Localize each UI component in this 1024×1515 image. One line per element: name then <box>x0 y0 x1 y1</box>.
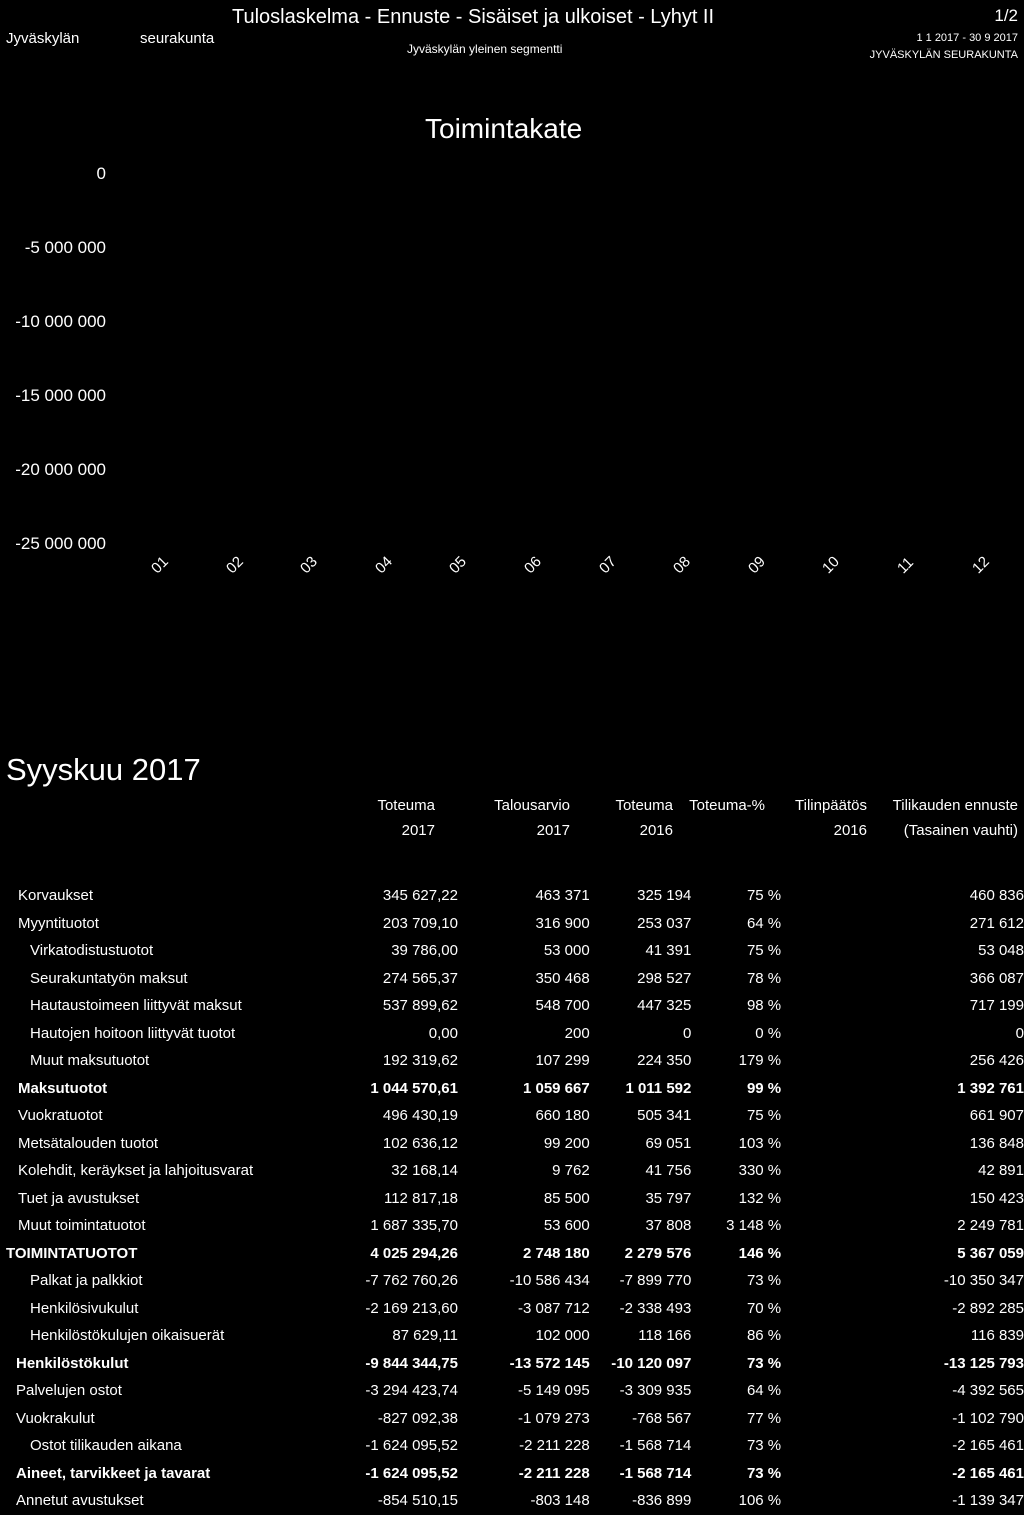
row-label: Seurakuntatyön maksut <box>30 969 188 987</box>
table-row <box>0 1240 1024 1268</box>
column-header-line1: Tilikauden ennuste <box>892 797 1018 814</box>
table-row <box>0 1350 1024 1378</box>
row-value: 64 % <box>746 914 782 932</box>
row-value: 99 200 <box>543 1134 590 1152</box>
x-tick-label: 09 <box>744 553 769 578</box>
row-label: Palvelujen ostot <box>16 1382 122 1400</box>
row-value: 224 350 <box>637 1052 692 1070</box>
org-name-left: Jyväskylän <box>6 30 80 47</box>
row-label: Maksutuotot <box>18 1079 108 1097</box>
y-tick-label: -10 000 000 <box>15 312 106 331</box>
row-value: 106 % <box>738 1492 782 1510</box>
row-value: 298 527 <box>637 969 692 987</box>
row-value-ennuste: -2 165 461 <box>952 1464 1024 1482</box>
row-value: -7 899 770 <box>619 1272 692 1290</box>
table-row <box>0 1185 1024 1213</box>
row-value: 70 % <box>746 1299 782 1317</box>
column-header-toteuma-2017 <box>300 793 435 843</box>
row-value: 253 037 <box>637 914 692 932</box>
row-value: 4 025 294,26 <box>370 1244 458 1262</box>
y-tick-label: -25 000 000 <box>15 534 106 553</box>
row-value: 107 299 <box>535 1052 590 1070</box>
x-tick-label: 11 <box>894 553 918 578</box>
row-value: 37 808 <box>645 1217 692 1235</box>
x-tick-label: 02 <box>222 553 247 578</box>
row-label: Aineet, tarvikkeet ja tavarat <box>16 1464 211 1482</box>
row-value: 112 817,18 <box>383 1189 458 1207</box>
row-value: -1 568 714 <box>619 1437 692 1455</box>
row-value: 118 166 <box>638 1327 692 1345</box>
table-row <box>0 937 1024 965</box>
row-value: 75 % <box>746 1107 782 1125</box>
row-value: -1 624 095,52 <box>365 1437 458 1455</box>
table-row <box>0 1075 1024 1103</box>
row-value: 548 700 <box>535 997 590 1015</box>
row-value: 87 629,11 <box>392 1327 458 1345</box>
x-tick-label: 08 <box>670 553 695 578</box>
row-value: -10 586 434 <box>509 1272 590 1290</box>
row-value: 102 636,12 <box>382 1134 458 1152</box>
row-value-ennuste: -2 165 461 <box>952 1437 1024 1455</box>
row-value: -836 899 <box>632 1492 692 1510</box>
row-value: 505 341 <box>637 1107 692 1125</box>
row-value: 463 371 <box>535 887 590 905</box>
x-tick-label: 04 <box>371 553 396 578</box>
row-label: Hautaustoimeen liittyvät maksut <box>30 997 242 1015</box>
table-row <box>0 1267 1024 1295</box>
row-value: 496 430,19 <box>382 1107 458 1125</box>
row-label: Tuet ja avustukset <box>18 1189 140 1207</box>
row-value-ennuste: -13 125 793 <box>943 1354 1024 1372</box>
row-value-ennuste: 5 367 059 <box>957 1244 1024 1262</box>
row-value: 132 % <box>738 1189 782 1207</box>
row-value-ennuste: 116 839 <box>970 1327 1024 1345</box>
table-row <box>0 1432 1024 1460</box>
column-header-line1: Tilinpäätös <box>795 797 867 814</box>
row-label: Henkilöstökulujen oikaisuerät <box>30 1327 225 1345</box>
table-row <box>0 1047 1024 1075</box>
row-value: 77 % <box>746 1409 782 1427</box>
row-value-ennuste: -1 139 347 <box>952 1492 1024 1510</box>
row-value-ennuste: 460 836 <box>969 887 1024 905</box>
org-name-right: JYVÄSKYLÄN SEURAKUNTA <box>869 49 1018 61</box>
org-name-mid: seurakunta <box>140 30 215 47</box>
row-label: Kolehdit, keräykset ja lahjoitusvarat <box>18 1162 254 1180</box>
row-value: 9 762 <box>552 1162 590 1180</box>
column-header-line1: Toteuma <box>615 797 673 814</box>
row-value: 345 627,22 <box>382 887 458 905</box>
y-tick-label: -5 000 000 <box>24 238 106 257</box>
table-row <box>0 1460 1024 1488</box>
row-label: Myyntituotot <box>18 914 99 932</box>
row-value: 102 000 <box>535 1327 590 1345</box>
x-tick-label: 06 <box>521 553 545 578</box>
column-header-line2: 2016 <box>639 822 673 839</box>
page-number: 1/2 <box>994 6 1018 25</box>
row-value: -7 762 760,26 <box>365 1272 458 1290</box>
table-row <box>0 1102 1024 1130</box>
row-value: 64 % <box>746 1382 782 1400</box>
row-label: Korvaukset <box>18 887 94 905</box>
row-value: 32 168,14 <box>391 1162 458 1180</box>
row-value: -768 567 <box>632 1409 692 1427</box>
row-value: 1 011 592 <box>625 1079 692 1097</box>
row-value: 53 000 <box>543 942 590 960</box>
row-value: -2 169 213,60 <box>365 1299 458 1317</box>
row-label: Annetut avustukset <box>16 1492 144 1510</box>
row-value-ennuste: -1 102 790 <box>952 1409 1024 1427</box>
row-label: Henkilöstökulut <box>16 1354 129 1372</box>
row-value: -2 338 493 <box>619 1299 692 1317</box>
column-header-line1: Toteuma-% <box>689 797 765 814</box>
row-value: 537 899,62 <box>382 997 458 1015</box>
row-value: 85 500 <box>543 1189 590 1207</box>
income-statement-body <box>0 882 1024 1515</box>
table-row <box>0 1377 1024 1405</box>
row-value: -9 844 344,75 <box>365 1354 458 1372</box>
row-value-ennuste: 0 <box>1015 1024 1024 1042</box>
table-row <box>0 1130 1024 1158</box>
table-row <box>0 992 1024 1020</box>
row-label: Ostot tilikauden aikana <box>30 1437 182 1455</box>
row-value-ennuste: 256 426 <box>969 1052 1024 1070</box>
chart-title: Toimintakate <box>425 113 583 144</box>
row-value: -13 572 145 <box>509 1354 590 1372</box>
row-value: 99 % <box>746 1079 782 1097</box>
row-value-ennuste: 661 907 <box>969 1107 1024 1125</box>
row-value: 1 044 570,61 <box>370 1079 458 1097</box>
row-value: -10 120 097 <box>611 1354 692 1372</box>
x-tick-label: 03 <box>297 553 322 578</box>
table-row <box>0 1020 1024 1048</box>
row-value: 192 319,62 <box>382 1052 458 1070</box>
row-value: 0 % <box>755 1024 782 1042</box>
table-row <box>0 1487 1024 1515</box>
row-value: 73 % <box>746 1354 782 1372</box>
column-header-tilikauden-ennuste <box>870 793 1018 843</box>
row-label: Metsätalouden tuotot <box>18 1134 159 1152</box>
row-value: -827 092,38 <box>377 1409 458 1427</box>
column-header-talousarvio-2017 <box>440 793 570 843</box>
row-value: 660 180 <box>535 1107 590 1125</box>
row-value-ennuste: -10 350 347 <box>943 1272 1024 1290</box>
row-value-ennuste: 717 199 <box>969 997 1024 1015</box>
column-header-line2: 2017 <box>401 822 435 839</box>
row-value-ennuste: 1 392 761 <box>957 1079 1024 1097</box>
column-header-line2: 2016 <box>833 822 867 839</box>
row-label: Vuokrakulut <box>16 1409 95 1427</box>
row-value: 103 % <box>738 1134 782 1152</box>
column-header-tilinpaatos-2016 <box>770 793 867 843</box>
row-label: Muut toimintatuotot <box>18 1217 146 1235</box>
table-row <box>0 1212 1024 1240</box>
table-row <box>0 910 1024 938</box>
row-value: 78 % <box>746 969 782 987</box>
row-value-ennuste: -2 892 285 <box>952 1299 1024 1317</box>
row-value-ennuste: 366 087 <box>969 969 1024 987</box>
row-label: Palkat ja palkkiot <box>30 1272 143 1290</box>
row-value: -1 079 273 <box>517 1409 590 1427</box>
row-value-ennuste: 136 848 <box>969 1134 1024 1152</box>
row-value: 325 194 <box>637 887 692 905</box>
row-label: Hautojen hoitoon liittyvät tuotot <box>30 1024 236 1042</box>
table-row <box>0 882 1024 910</box>
row-label: TOIMINTATUOTOT <box>6 1244 138 1262</box>
row-value: 2 748 180 <box>522 1244 590 1262</box>
row-value: -803 148 <box>530 1492 590 1510</box>
row-value: 75 % <box>746 887 782 905</box>
row-value: -1 568 714 <box>619 1464 692 1482</box>
row-value: 2 279 576 <box>624 1244 692 1262</box>
x-tick-label: 12 <box>968 553 993 578</box>
row-value: 98 % <box>746 997 782 1015</box>
x-tick-label: 01 <box>148 553 172 578</box>
x-tick-label: 05 <box>446 553 471 578</box>
row-label: Vuokratuotot <box>18 1107 103 1125</box>
row-value: 3 148 % <box>726 1217 782 1235</box>
table-row <box>0 1295 1024 1323</box>
row-value: 1 687 335,70 <box>370 1217 458 1235</box>
y-tick-label: -15 000 000 <box>15 386 106 405</box>
row-value: -3 294 423,74 <box>365 1382 458 1400</box>
row-value: -1 624 095,52 <box>365 1464 458 1482</box>
row-value: 146 % <box>738 1244 782 1262</box>
row-value: 274 565,37 <box>382 969 458 987</box>
row-value: 86 % <box>746 1327 782 1345</box>
row-value: -2 211 228 <box>518 1464 590 1482</box>
row-value-ennuste: -4 392 565 <box>952 1382 1024 1400</box>
row-value: 330 % <box>738 1162 782 1180</box>
row-value: 0 <box>683 1024 692 1042</box>
row-value: -5 149 095 <box>517 1382 590 1400</box>
table-row <box>0 1322 1024 1350</box>
row-value: 0,00 <box>428 1024 458 1042</box>
row-label: Muut maksutuotot <box>30 1052 150 1070</box>
row-value: -3 309 935 <box>619 1382 692 1400</box>
row-value-ennuste: 271 612 <box>969 914 1024 932</box>
row-value: -2 211 228 <box>519 1437 590 1455</box>
table-row <box>0 1405 1024 1433</box>
row-value: 41 391 <box>645 942 692 960</box>
period-title: Syyskuu 2017 <box>6 752 201 787</box>
report-title: Tuloslaskelma - Ennuste - Sisäiset ja ulkoiset - Lyhyt II <box>232 6 715 28</box>
column-header-line2: 2017 <box>536 822 570 839</box>
segment-label: Jyväskylän yleinen segmentti <box>407 42 563 56</box>
income-statement-table <box>0 882 1024 1515</box>
row-value: 75 % <box>746 942 782 960</box>
column-header-line2: (Tasainen vauhti) <box>903 822 1018 839</box>
x-tick-label: 10 <box>819 553 844 578</box>
row-value: 316 900 <box>535 914 590 932</box>
row-value: -3 087 712 <box>517 1299 590 1317</box>
row-value: 41 756 <box>645 1162 692 1180</box>
row-value: 350 468 <box>535 969 590 987</box>
row-value: 53 600 <box>543 1217 590 1235</box>
row-value: 447 325 <box>637 997 692 1015</box>
row-value: 179 % <box>738 1052 782 1070</box>
row-value: 1 059 667 <box>522 1079 590 1097</box>
row-value: 35 797 <box>645 1189 692 1207</box>
row-value: -854 510,15 <box>377 1492 458 1510</box>
row-value-ennuste: 2 249 781 <box>957 1217 1024 1235</box>
row-label: Virkatodistustuotot <box>30 942 154 960</box>
row-value: 73 % <box>746 1272 782 1290</box>
row-value-ennuste: 42 891 <box>978 1162 1024 1180</box>
y-tick-label: -20 000 000 <box>15 460 106 479</box>
row-value: 39 786,00 <box>391 942 458 960</box>
row-label: Henkilösivukulut <box>30 1299 139 1317</box>
row-value: 203 709,10 <box>382 914 458 932</box>
row-value: 200 <box>564 1024 590 1042</box>
table-row <box>0 965 1024 993</box>
row-value-ennuste: 150 423 <box>969 1189 1024 1207</box>
y-tick-label: 0 <box>96 164 106 183</box>
row-value: 69 051 <box>645 1134 692 1152</box>
table-row <box>0 1157 1024 1185</box>
date-range: 1 1 2017 - 30 9 2017 <box>916 32 1018 44</box>
column-header-toteuma-2016 <box>575 793 673 843</box>
x-tick-label: 07 <box>595 553 620 578</box>
row-value: 73 % <box>746 1464 782 1482</box>
column-header-line1: Talousarvio <box>494 797 570 814</box>
column-header-line1: Toteuma <box>377 797 435 814</box>
row-value: 73 % <box>746 1437 782 1455</box>
column-header-toteuma-percent <box>673 793 765 818</box>
row-value-ennuste: 53 048 <box>978 942 1024 960</box>
